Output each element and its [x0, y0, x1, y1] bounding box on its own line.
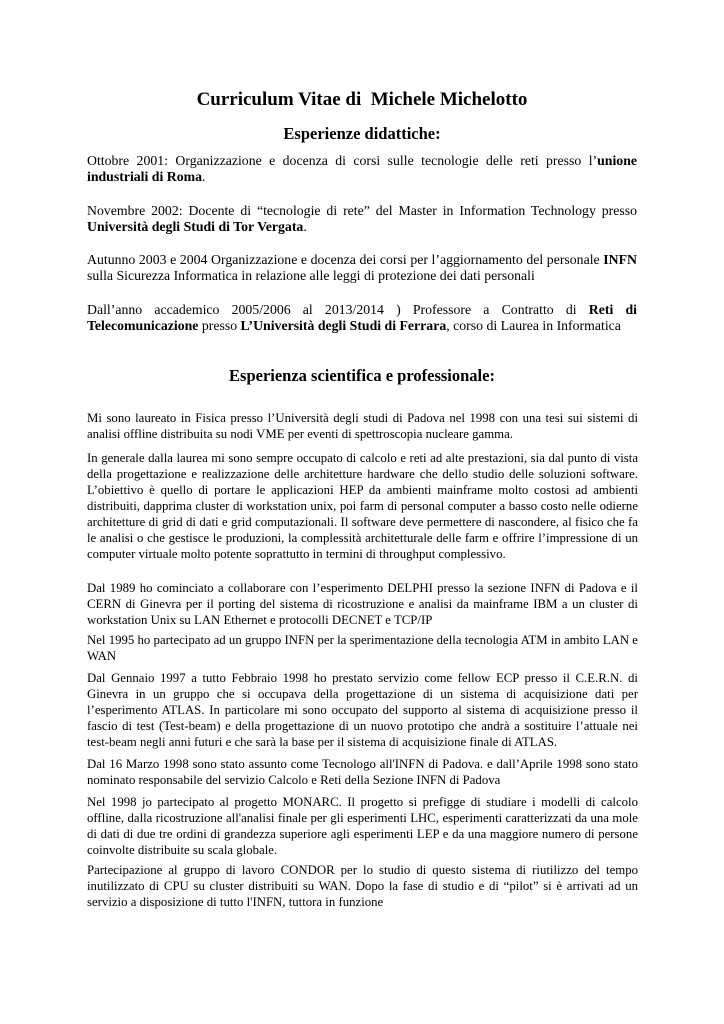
document-title: Curriculum Vitae di Michele Michelotto — [196, 89, 528, 110]
didactic-item-2-text: Novembre 2002: Docente di “tecnologie di rete” del Master in Information Technology presso — [87, 203, 637, 218]
didactic-item-1-end: . — [202, 169, 206, 184]
didactic-item-4-org: L’Università degli Studi di Ferrara — [240, 318, 447, 333]
scientific-paragraph-8: Partecipazione al gruppo di lavoro CONDOR per lo studio di questo sistema di riutilizzo del tempo inutilizzato di CPU su cluster distribuiti su WAN. Dopo la fase di studio e di “pilot” si è arrivati ad un servizio a disposizione di tutto l'INFN, tuttora in funzione — [87, 863, 638, 909]
didactic-item-1 — [87, 153, 637, 185]
scientific-paragraph-1: Mi sono laureato in Fisica presso l’Università degli studi di Padova nel 1998 con una tesi sui sistemi di analisi offline distribuita su nodi VME per eventi di spettroscopia nucleare gamma. — [87, 411, 638, 441]
didactic-item-2-org: Università degli Studi di Tor Vergata — [87, 219, 304, 234]
didactic-item-4-text: Dall’anno accademico 2005/2006 al 2013/2014 ) Professore a Contratto di — [87, 302, 589, 317]
scientific-paragraph-4: Nel 1995 ho partecipato ad un gruppo INFN per la sperimentazione della tecnologia ATM in ambito LAN e WAN — [87, 633, 638, 663]
didactic-item-4-course: Reti di Telecomunicazione — [87, 302, 637, 333]
scientific-paragraph-3: Dal 1989 ho cominciato a collaborare con l’esperimento DELPHI presso la sezione INFN di Padova e il CERN di Ginevra per il porting del sistema di ricostruzione e analisi da mainframe IBM a un cluster di workstation Unix su LAN Ethernet e protocolli DECNET e TCP/IP — [87, 581, 638, 627]
didactic-item-2 — [87, 203, 637, 235]
didactic-item-4-end: , corso di Laurea in Informatica — [446, 318, 621, 333]
didactic-item-1-org: unione industriali di Roma — [87, 153, 637, 184]
didactic-item-3-end: sulla Sicurezza Informatica in relazione alle leggi di protezione dei dati personali — [87, 268, 535, 283]
didactic-item-3-org: INFN — [603, 252, 637, 267]
scientific-paragraph-2: In generale dalla laurea mi sono sempre occupato di calcolo e reti ad alte prestazioni, sia dal punto di vista della progettazione e realizzazione delle architetture hardware che dello studio delle soluzioni software. L’obiettivo è quello di portare le applicazioni HEP da ambienti mainframe molto costosi ad ambienti distribuiti, dapprima cluster di workstation unix, poi farm di personal computer a basso costo nelle odierne architetture di grid di dati e grid computazionali. Il software deve permettere di nascondere, al fisico che fa le analisi o che gestisce le produzioni, la complessità architetturale delle farm e offrire l’impressione di un computer virtuale molto potente soprattutto in termini di throughput complessivo. — [87, 451, 638, 561]
didactic-item-4 — [87, 302, 637, 334]
scientific-heading: Esperienza scientifica e professionale: — [229, 366, 495, 385]
scientific-paragraph-5: Dal Gennaio 1997 a tutto Febbraio 1998 ho prestato servizio come fellow ECP presso il C.E.R.N. di Ginevra in un gruppo che si occupava della progettazione di un sistema di acquisizione dati per l’esperimento ATLAS. In particolare mi sono occupato del supporto al sistema di acquisizione presso il fascio di test (Test-beam) e della progettazione di un nuovo prototipo che andrà a sostituire l’attuale nei test-beam negli anni futuri e che sarà la base per il sistema di acquisizione finale di ATLAS. — [87, 671, 638, 749]
didactic-item-2-end: . — [303, 219, 307, 234]
didactic-item-3 — [87, 252, 637, 284]
scientific-paragraph-6: Dal 16 Marzo 1998 sono stato assunto come Tecnologo all'INFN di Padova. e dall’Aprile 1998 sono stato nominato responsabile del servizio Calcolo e Reti della Sezione INFN di Padova — [87, 757, 638, 787]
scientific-paragraph-7: Nel 1998 jo partecipato al progetto MONARC. Il progetto si prefigge di studiare i modelli di calcolo offline, dalla ricostruzione all'analisi finale per gli esperimenti LHC, esperimenti caratterizzati da una mole di dati di due tre ordini di grandezza superiore agli esperimenti LEP e da una maggiore numero di persone coinvolte distribuite su scala globale. — [87, 795, 638, 857]
didactic-heading: Esperienze didattiche: — [283, 124, 441, 143]
didactic-item-3-text: Autunno 2003 e 2004 Organizzazione e docenza dei corsi per l’aggiornamento del personale — [87, 252, 604, 267]
didactic-item-4-mid: presso — [198, 318, 241, 333]
didactic-item-1-text: Ottobre 2001: Organizzazione e docenza di corsi sulle tecnologie delle reti presso l’ — [87, 153, 598, 168]
